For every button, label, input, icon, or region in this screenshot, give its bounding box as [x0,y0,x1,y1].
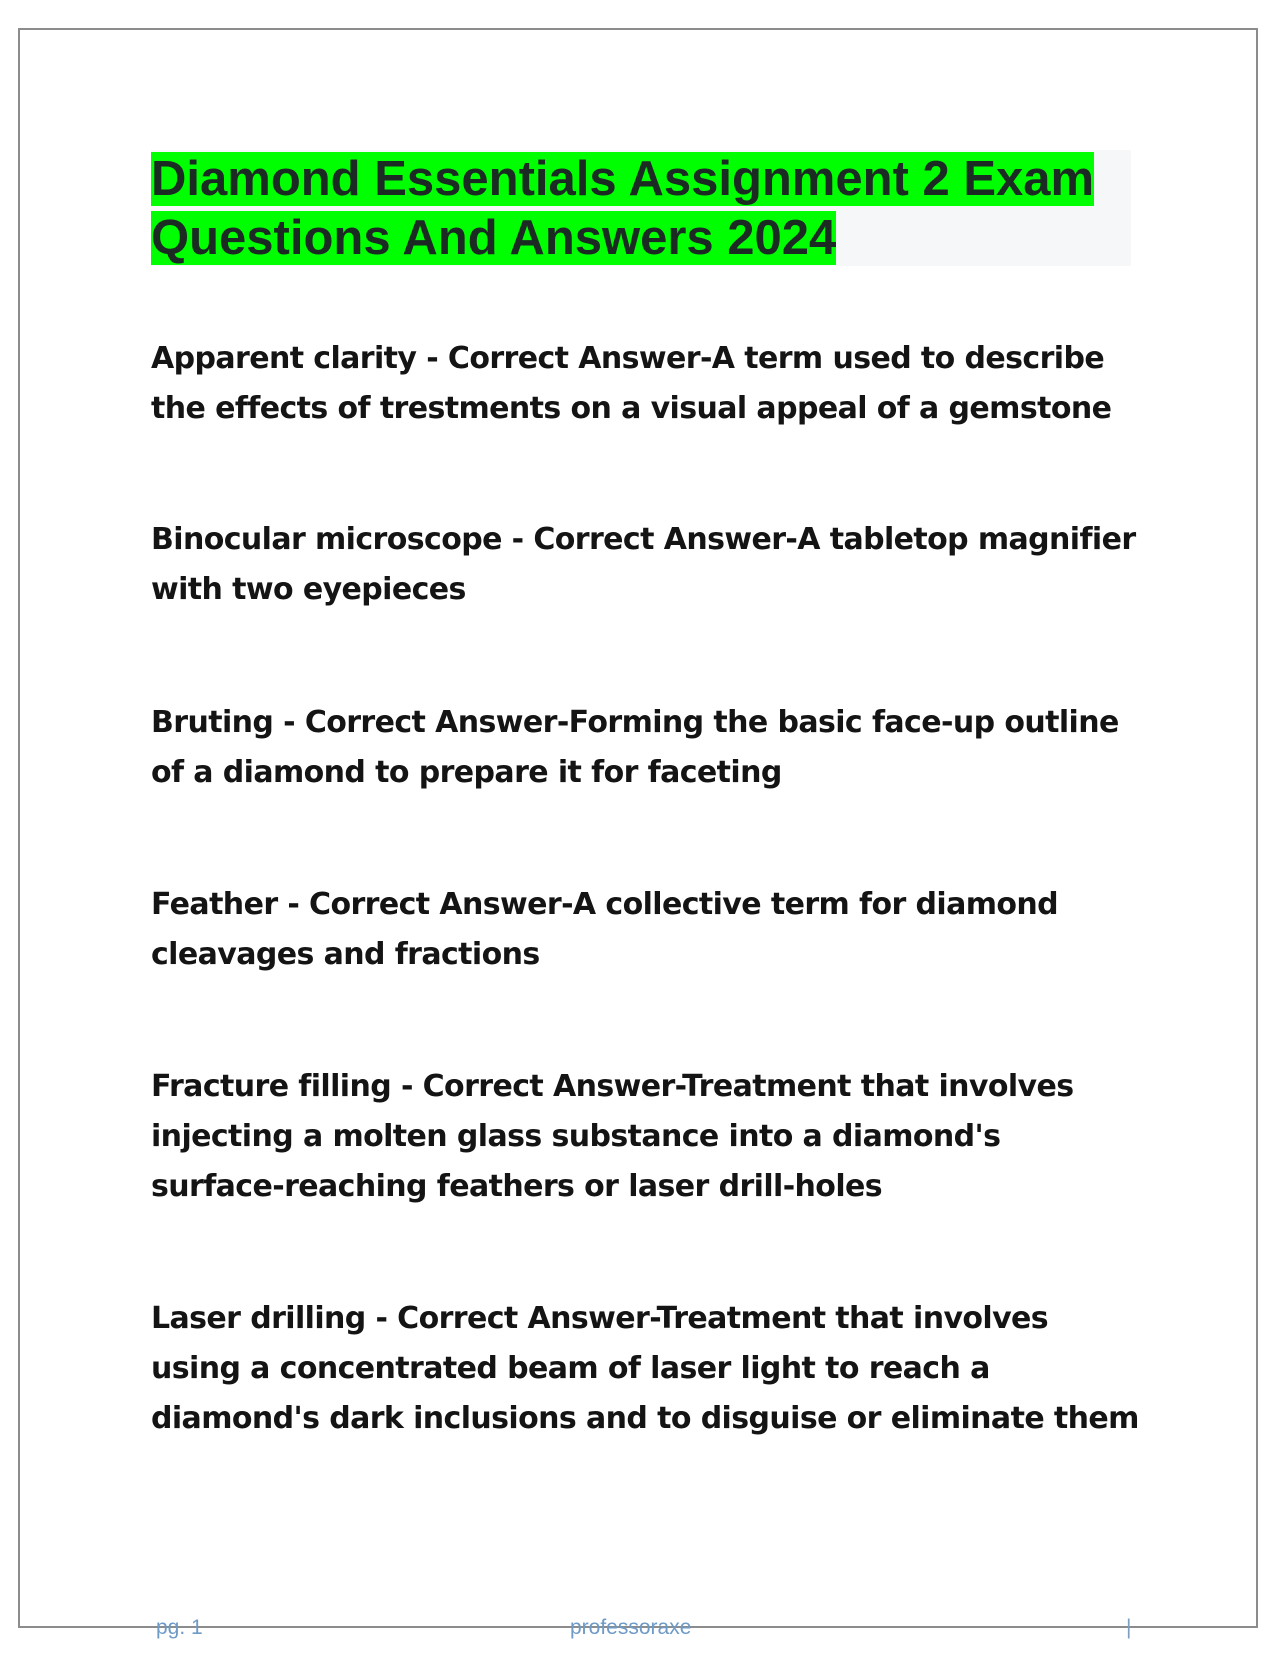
qa-item-feather: Feather - Correct Answer-A collective term for diamond cleavages and fractions [151,887,1059,972]
footer-separator: | [1126,1616,1132,1639]
qa-item-fracture-filling: Fracture filling - Correct Answer-Treatment that involves injecting a molten glass substance into a diamond's surface-reaching feathers or laser drill-holes [151,1069,1074,1204]
qa-item-bruting: Bruting - Correct Answer-Forming the basic face-up outline of a diamond to prepare it for faceting [151,705,1119,790]
page-number: pg. 1 [156,1616,203,1639]
page-footer [0,1616,1280,1644]
title-highlight: Diamond Essentials Assignment 2 Exam Questions And Answers 2024 [151,152,1095,265]
qa-item-binocular-microscope: Binocular microscope - Correct Answer-A tabletop magnifier with two eyepieces [151,522,1136,607]
document-title [151,150,1131,268]
title-block [151,150,1131,266]
qa-item-apparent-clarity: Apparent clarity - Correct Answer-A term used to describe the effects of trestments on a visual appeal of a gemstone [151,341,1112,426]
footer-author: professoraxe [570,1616,692,1639]
qa-item-laser-drilling: Laser drilling - Correct Answer-Treatment that involves using a concentrated beam of laser light to reach a diamond's dark inclusions and to disguise or eliminate them [151,1301,1139,1436]
